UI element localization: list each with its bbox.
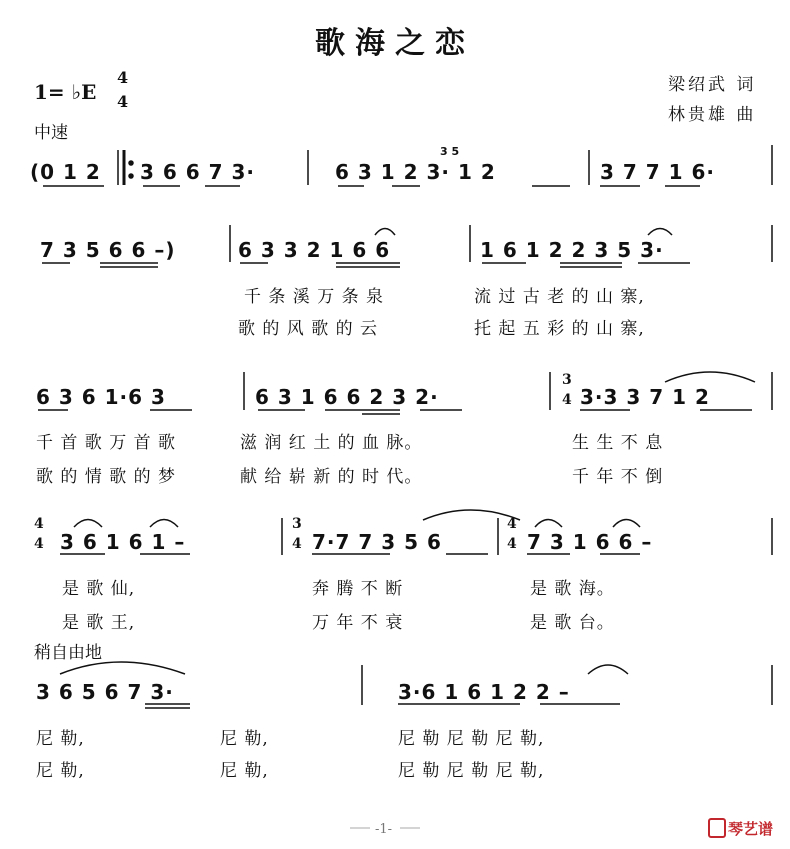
row5-lyric2-c: 尼 勒 尼 勒 尼 勒, xyxy=(398,761,545,781)
row2-lyric1-b: 流 过 古 老 的 山 寨, xyxy=(474,287,645,307)
row1-measure3: 3 7 7 1 6· xyxy=(600,160,716,184)
row4-measure1: 3 6 1 6 1 – xyxy=(60,530,186,554)
row2-lyric1-a: 千 条 溪 万 条 泉 xyxy=(244,287,385,307)
row1-measure1: 3 6 6 7 3· xyxy=(140,160,256,184)
row5-lyric2-a: 尼 勒, xyxy=(36,761,85,781)
row3-lyric2-a: 歌 的 情 歌 的 梦 xyxy=(36,467,177,487)
site-logo: 琴艺谱 xyxy=(728,820,774,838)
row5-measure2: 3·6 1 6 1 2 2 – xyxy=(398,680,570,704)
repeat-dot xyxy=(129,161,133,165)
slur xyxy=(423,510,520,520)
row4-time1-top: 4 xyxy=(34,516,44,532)
row5-lyric1-c: 尼 勒 尼 勒 尼 勒, xyxy=(398,729,545,749)
row4-time2-top: 3 xyxy=(292,516,302,532)
row3-lyric1-b: 滋 润 红 土 的 血 脉。 xyxy=(240,433,423,453)
row5-lyric2-b: 尼 勒, xyxy=(220,761,269,781)
row4-lyric2-b: 万 年 不 衰 xyxy=(312,613,404,633)
row2-lyric2-b: 托 起 五 彩 的 山 寨, xyxy=(474,319,645,339)
row3-measure2: 6 3 1 6 6 2 3 2· xyxy=(255,385,439,409)
slur xyxy=(535,520,562,528)
row4-time2-bottom: 4 xyxy=(292,536,302,552)
row3-measure1: 6 3 6 1·6 3 xyxy=(36,385,166,409)
time-sig-top: 4 xyxy=(117,68,129,87)
row2-measure2: 6 3 3 2 1 6 6 xyxy=(238,238,391,262)
row3-lyric1-a: 千 首 歌 万 首 歌 xyxy=(36,433,177,453)
row4-lyric2-c: 是 歌 台。 xyxy=(530,613,615,633)
row4-time3-bottom: 4 xyxy=(507,536,517,552)
time-sig-bottom: 4 xyxy=(117,92,129,111)
key-signature: 1= ♭E xyxy=(34,80,97,104)
slur xyxy=(648,229,672,236)
row4-lyric1-c: 是 歌 海。 xyxy=(530,579,615,599)
row3-lyric1-c: 生 生 不 息 xyxy=(572,433,664,453)
row4-measure3: 7 3 1 6 6 – xyxy=(527,530,653,554)
row3-lyric2-b: 献 给 崭 新 的 时 代。 xyxy=(240,467,423,487)
row4-time1-bottom: 4 xyxy=(34,536,44,552)
row4-lyric1-a: 是 歌 仙, xyxy=(62,579,136,599)
row4-lyric2-a: 是 歌 王, xyxy=(62,613,136,633)
slur xyxy=(60,662,185,674)
repeat-dot xyxy=(129,174,133,178)
row1-measure2: 6 3 1 2 3· 1 2 xyxy=(335,160,496,184)
row2-measure1: 7 3 5 6 6 –) xyxy=(40,238,176,262)
row3-time-top: 3 xyxy=(562,372,572,388)
row1-intro: (0 1 2 xyxy=(30,160,101,184)
row5-lyric1-a: 尼 勒, xyxy=(36,729,85,749)
row5-measure1: 3 6 5 6 7 3· xyxy=(36,680,174,704)
composer-credit: 林贵雄 曲 xyxy=(668,105,757,125)
slur xyxy=(150,520,178,528)
grace-notes: 3 5 xyxy=(440,145,460,158)
lyricist-credit: 梁绍武 词 xyxy=(668,75,757,95)
row4-lyric1-b: 奔 腾 不 断 xyxy=(312,579,404,599)
slur xyxy=(74,520,102,528)
slur xyxy=(613,520,640,528)
row2-lyric2-a: 歌 的 风 歌 的 云 xyxy=(238,319,379,339)
slur xyxy=(375,229,395,236)
tempo-marking: 中速 xyxy=(34,123,68,143)
slur xyxy=(588,665,628,674)
page-number: -1- xyxy=(375,822,393,837)
row4-time3-top: 4 xyxy=(507,516,517,532)
row4-measure2: 7·7 7 3 5 6 xyxy=(312,530,442,554)
row5-lyric1-b: 尼 勒, xyxy=(220,729,269,749)
tempo-rubato: 稍自由地 xyxy=(34,643,102,663)
row3-measure3: 3·3 3 7 1 2 xyxy=(580,385,710,409)
page-title: 歌海之恋 xyxy=(315,26,475,61)
row2-measure3: 1 6 1 2 2 3 5 3· xyxy=(480,238,664,262)
row3-lyric2-c: 千 年 不 倒 xyxy=(572,467,664,487)
row3-time-bottom: 4 xyxy=(562,392,572,408)
slur xyxy=(665,372,755,382)
